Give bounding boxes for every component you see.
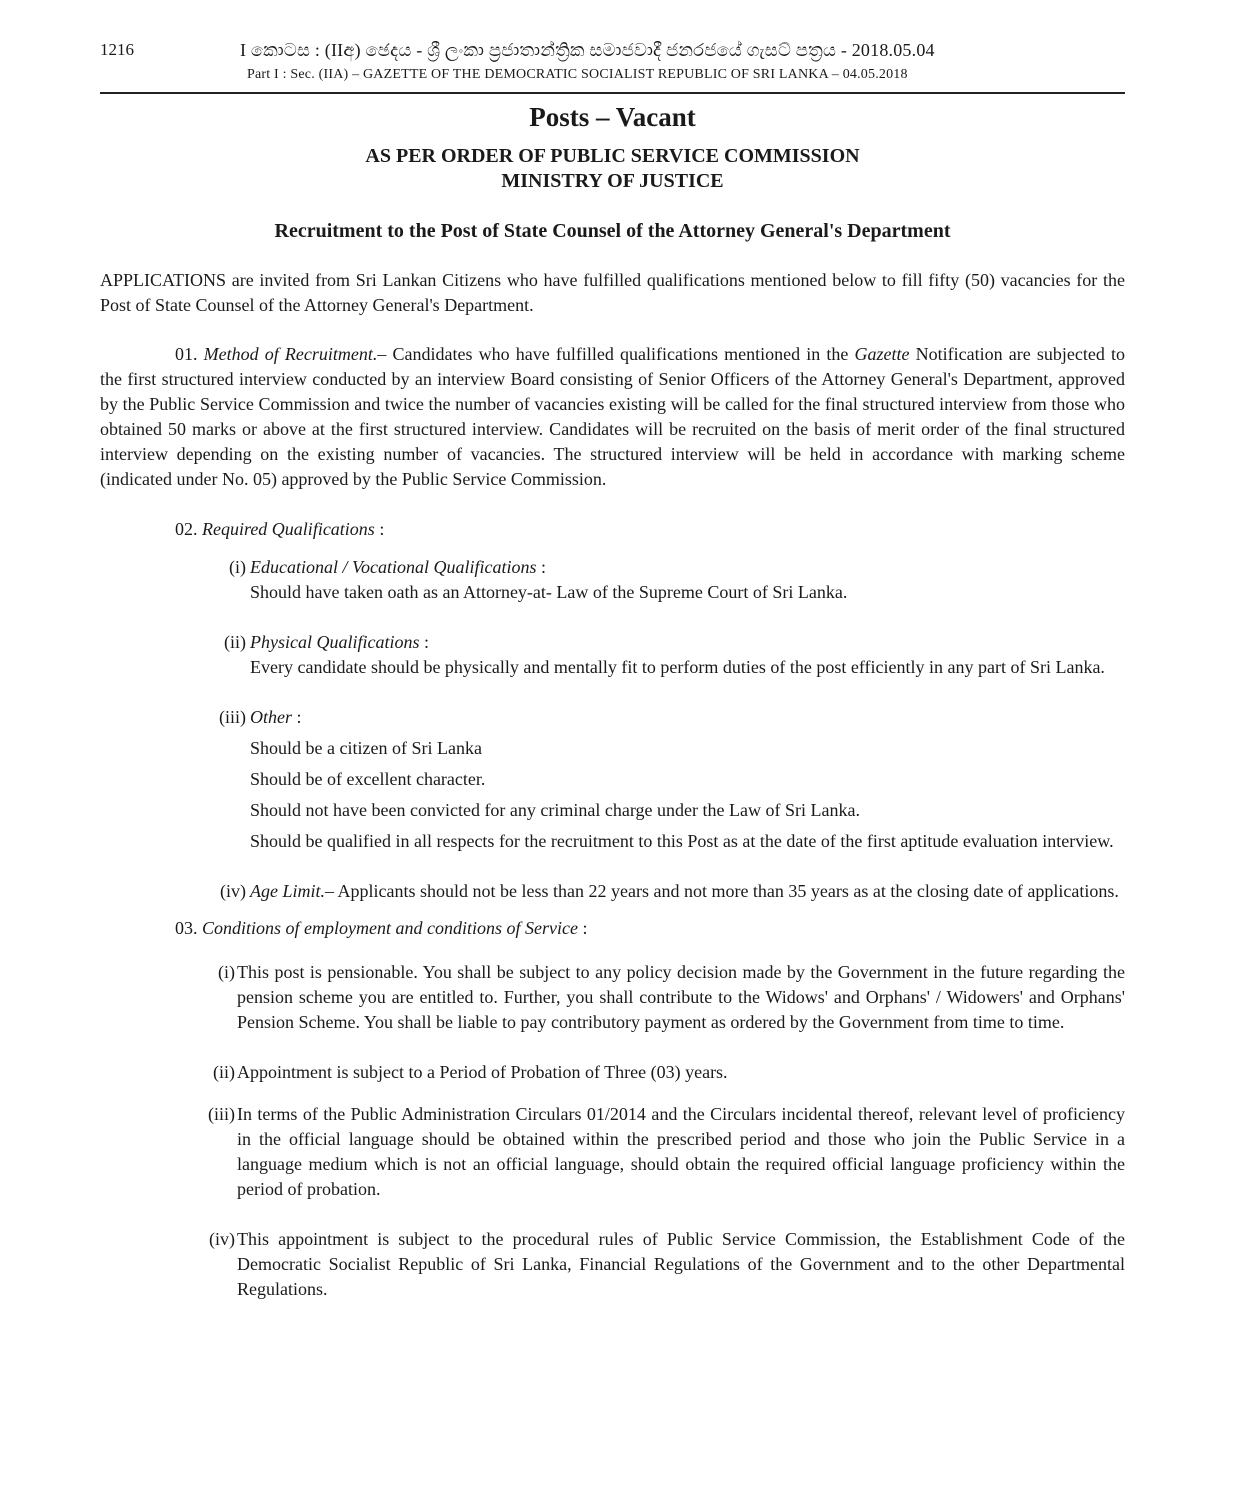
age-text: – Applicants should not be less than 22 years and not more than 35 years as at the closing date of applications. xyxy=(325,881,1119,901)
section-title: Posts – Vacant xyxy=(529,102,696,132)
physical-number: (ii) xyxy=(224,632,246,652)
order-heading-line1: AS PER ORDER OF PUBLIC SERVICE COMMISSION xyxy=(365,145,860,167)
educational-colon: : xyxy=(536,557,546,577)
other-qualifications xyxy=(219,705,1125,854)
condition-number: (i) xyxy=(218,962,235,982)
qualifications-number: 02. xyxy=(175,519,198,539)
header-rule xyxy=(100,92,1125,94)
intro-paragraph: APPLICATIONS are invited from Sri Lankan Citizens who have fulfilled qualifications mentioned below to fill fifty (50) vacancies for the Post of State Counsel of the Attorney General's Department. xyxy=(100,270,1125,315)
condition-number: (iv) xyxy=(209,1229,235,1249)
condition-item xyxy=(208,1102,1125,1202)
method-number: 01. xyxy=(175,344,198,364)
age-limit xyxy=(220,879,1125,904)
gazette-page xyxy=(100,38,1125,1302)
physical-colon: : xyxy=(419,632,429,652)
recruitment-title: Recruitment to the Post of State Counsel of the Attorney General's Department xyxy=(274,220,951,242)
physical-text: Every candidate should be physically and mentally fit to perform duties of the post efficiently in any part of Sri Lanka. xyxy=(250,657,1105,677)
other-line: Should be a citizen of Sri Lanka xyxy=(250,738,482,758)
physical-title: Physical Qualifications xyxy=(250,632,420,652)
other-colon: : xyxy=(292,707,302,727)
educational-title: Educational / Vocational Qualifications xyxy=(250,557,537,577)
other-number: (iii) xyxy=(219,707,246,727)
other-line: Should be qualified in all respects for the recruitment to this Post as at the date of the first aptitude evaluation interview. xyxy=(250,831,1114,851)
educational-number: (i) xyxy=(229,557,246,577)
header-english-title: Part I : Sec. (IIA) – GAZETTE OF THE DEMOCRATIC SOCIALIST REPUBLIC OF SRI LANKA – 04.05.2018 xyxy=(247,67,908,82)
condition-text: This appointment is subject to the procedural rules of Public Service Commission, the Establishment Code of the Democratic Socialist Republic of Sri Lanka, Financial Regulations of the Government and to the other Departmental Regulations. xyxy=(237,1229,1125,1299)
condition-item xyxy=(209,1227,1125,1302)
qualifications-colon: : xyxy=(374,519,385,539)
other-line: Should be of excellent character. xyxy=(250,769,486,789)
condition-item xyxy=(218,960,1125,1035)
educational-text: Should have taken oath as an Attorney-at- Law of the Supreme Court of Sri Lanka. xyxy=(250,582,848,602)
condition-text: This post is pensionable. You shall be subject to any policy decision made by the Government in the future regarding the pension scheme you are entitled to. Further, you shall contribute to the Widows' and Orphans' / Widowers' and Orphans' Pension Scheme. You shall be liable to pay contributory payment as ordered by the Government from time to time. xyxy=(237,962,1125,1032)
physical-qualifications xyxy=(224,630,1125,680)
age-number: (iv) xyxy=(220,881,246,901)
age-title: Age Limit. xyxy=(250,881,325,901)
condition-text: In terms of the Public Administration Circulars 01/2014 and the Circulars incidental thereof, relevant level of proficiency in the official language should be obtained within the prescribed period and those who join the Public Service in a language medium which is not an official language, should obtain the required official language proficiency within the period of probation. xyxy=(237,1104,1125,1199)
condition-item xyxy=(213,1060,1125,1085)
gazette-word: Gazette xyxy=(854,344,910,364)
condition-text: Appointment is subject to a Period of Probation of Three (03) years. xyxy=(237,1062,728,1082)
qualifications-title: Required Qualifications xyxy=(202,519,375,539)
method-of-recruitment-paragraph xyxy=(100,342,1125,492)
condition-number: (iii) xyxy=(208,1104,235,1124)
other-line: Should not have been convicted for any criminal charge under the Law of Sri Lanka. xyxy=(250,800,860,820)
order-heading xyxy=(100,144,1125,194)
method-title: Method of Recruitment. xyxy=(203,344,378,364)
educational-qualifications xyxy=(229,555,1125,605)
other-title: Other xyxy=(250,707,292,727)
conditions-heading xyxy=(175,916,1125,941)
required-qualifications-heading xyxy=(175,517,1125,542)
conditions-colon: : xyxy=(577,918,588,938)
page-header xyxy=(100,38,1125,92)
method-text: Notification are subjected to the first structured interview conducted by an interview Board consisting of Senior Officers of the Attorney General's Department, approved by the Public Service Commission and twice the number of vacancies existing will be called for the final structured interview from those who obtained 50 marks or above at the first structured interview. Candidates will be recruited on the basis of merit order of the final structured interview depending on the existing number of vacancies. The structured interview will be held in accordance with marking scheme (indicated under No. 05) approved by the Public Service Commission. xyxy=(100,344,1125,489)
page-number: 1216 xyxy=(100,40,134,59)
condition-number: (ii) xyxy=(213,1062,235,1082)
conditions-number: 03. xyxy=(175,918,198,938)
order-heading-line2: MINISTRY OF JUSTICE xyxy=(501,170,724,192)
header-sinhala-title: I කොටස : (IIඅ) ඡෙදය - ශ්‍රී ලංකා ප්‍රජාතාන්ත්‍රික සමාජවාදී ජනරජයේ ගැසට් පත්‍රය - 2018.05.04 xyxy=(240,40,935,60)
conditions-title: Conditions of employment and conditions of Service xyxy=(202,918,578,938)
method-dash: – Candidates who have fulfilled qualifications mentioned in the xyxy=(377,344,855,364)
